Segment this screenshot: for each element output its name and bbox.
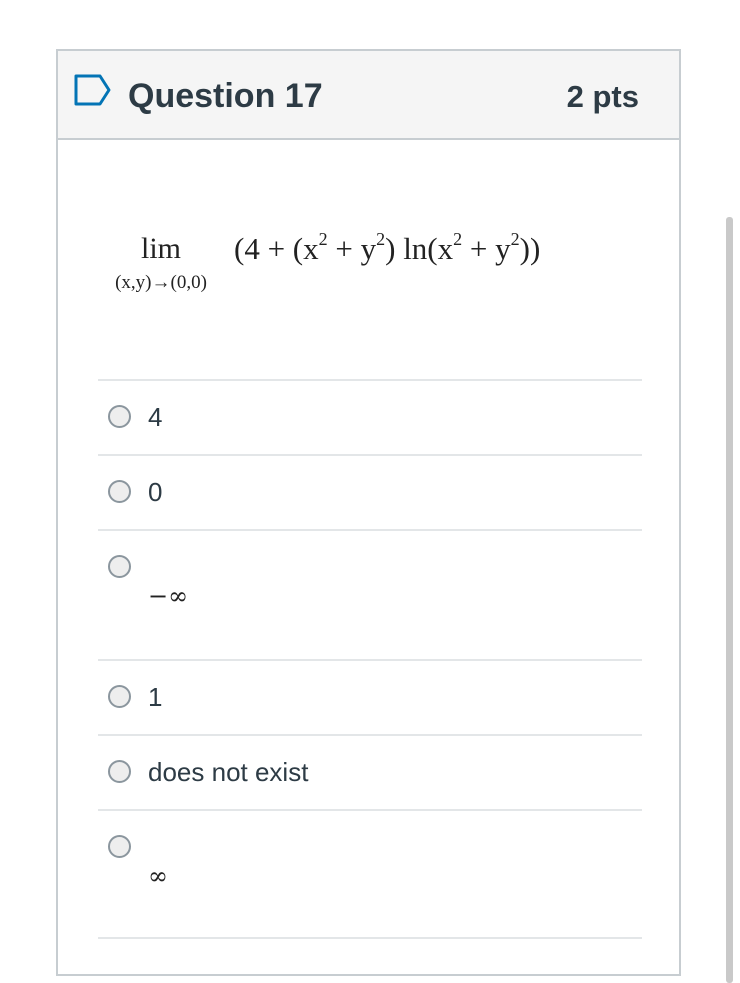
expr-part: ) ln(x [385,231,454,266]
expr-part: )) [519,231,541,266]
answer-math-label: −∞ [148,582,189,610]
question-title: Question 17 [128,77,323,115]
answer-options [98,379,642,939]
limit-formula [98,231,658,311]
answer-label: 0 [148,477,163,507]
question-points: 2 pts [566,79,639,114]
radio-button[interactable] [108,685,131,708]
limit-expression [234,231,540,267]
radio-button[interactable] [108,480,131,503]
exponent: 2 [376,229,386,249]
exponent: 2 [318,229,328,249]
radio-button[interactable] [108,835,131,858]
radio-button[interactable] [108,405,131,428]
exponent: 2 [510,229,520,249]
limit-operator [98,231,224,295]
answer-math-label: ∞ [148,862,168,890]
answer-label: does not exist [148,757,309,787]
answer-option[interactable] [98,659,642,734]
answer-option[interactable] [98,529,642,659]
flag-outline-icon[interactable] [73,73,113,107]
expr-part: (4 + (x [234,231,319,266]
expr-part: + y [462,231,511,266]
scrollbar[interactable] [726,217,733,983]
lim-subscript: (x,y)→(0,0) [115,272,207,293]
exponent: 2 [453,229,463,249]
expr-part: + y [327,231,377,266]
answer-label: 4 [148,402,163,432]
answer-option[interactable] [98,454,642,529]
question-card [56,49,681,976]
lim-word: lim [140,232,181,265]
answer-option[interactable] [98,379,642,454]
question-header [58,51,679,140]
answer-option[interactable] [98,809,642,939]
radio-button[interactable] [108,760,131,783]
answer-label: 1 [148,682,163,712]
radio-button[interactable] [108,555,131,578]
answer-option[interactable] [98,734,642,809]
